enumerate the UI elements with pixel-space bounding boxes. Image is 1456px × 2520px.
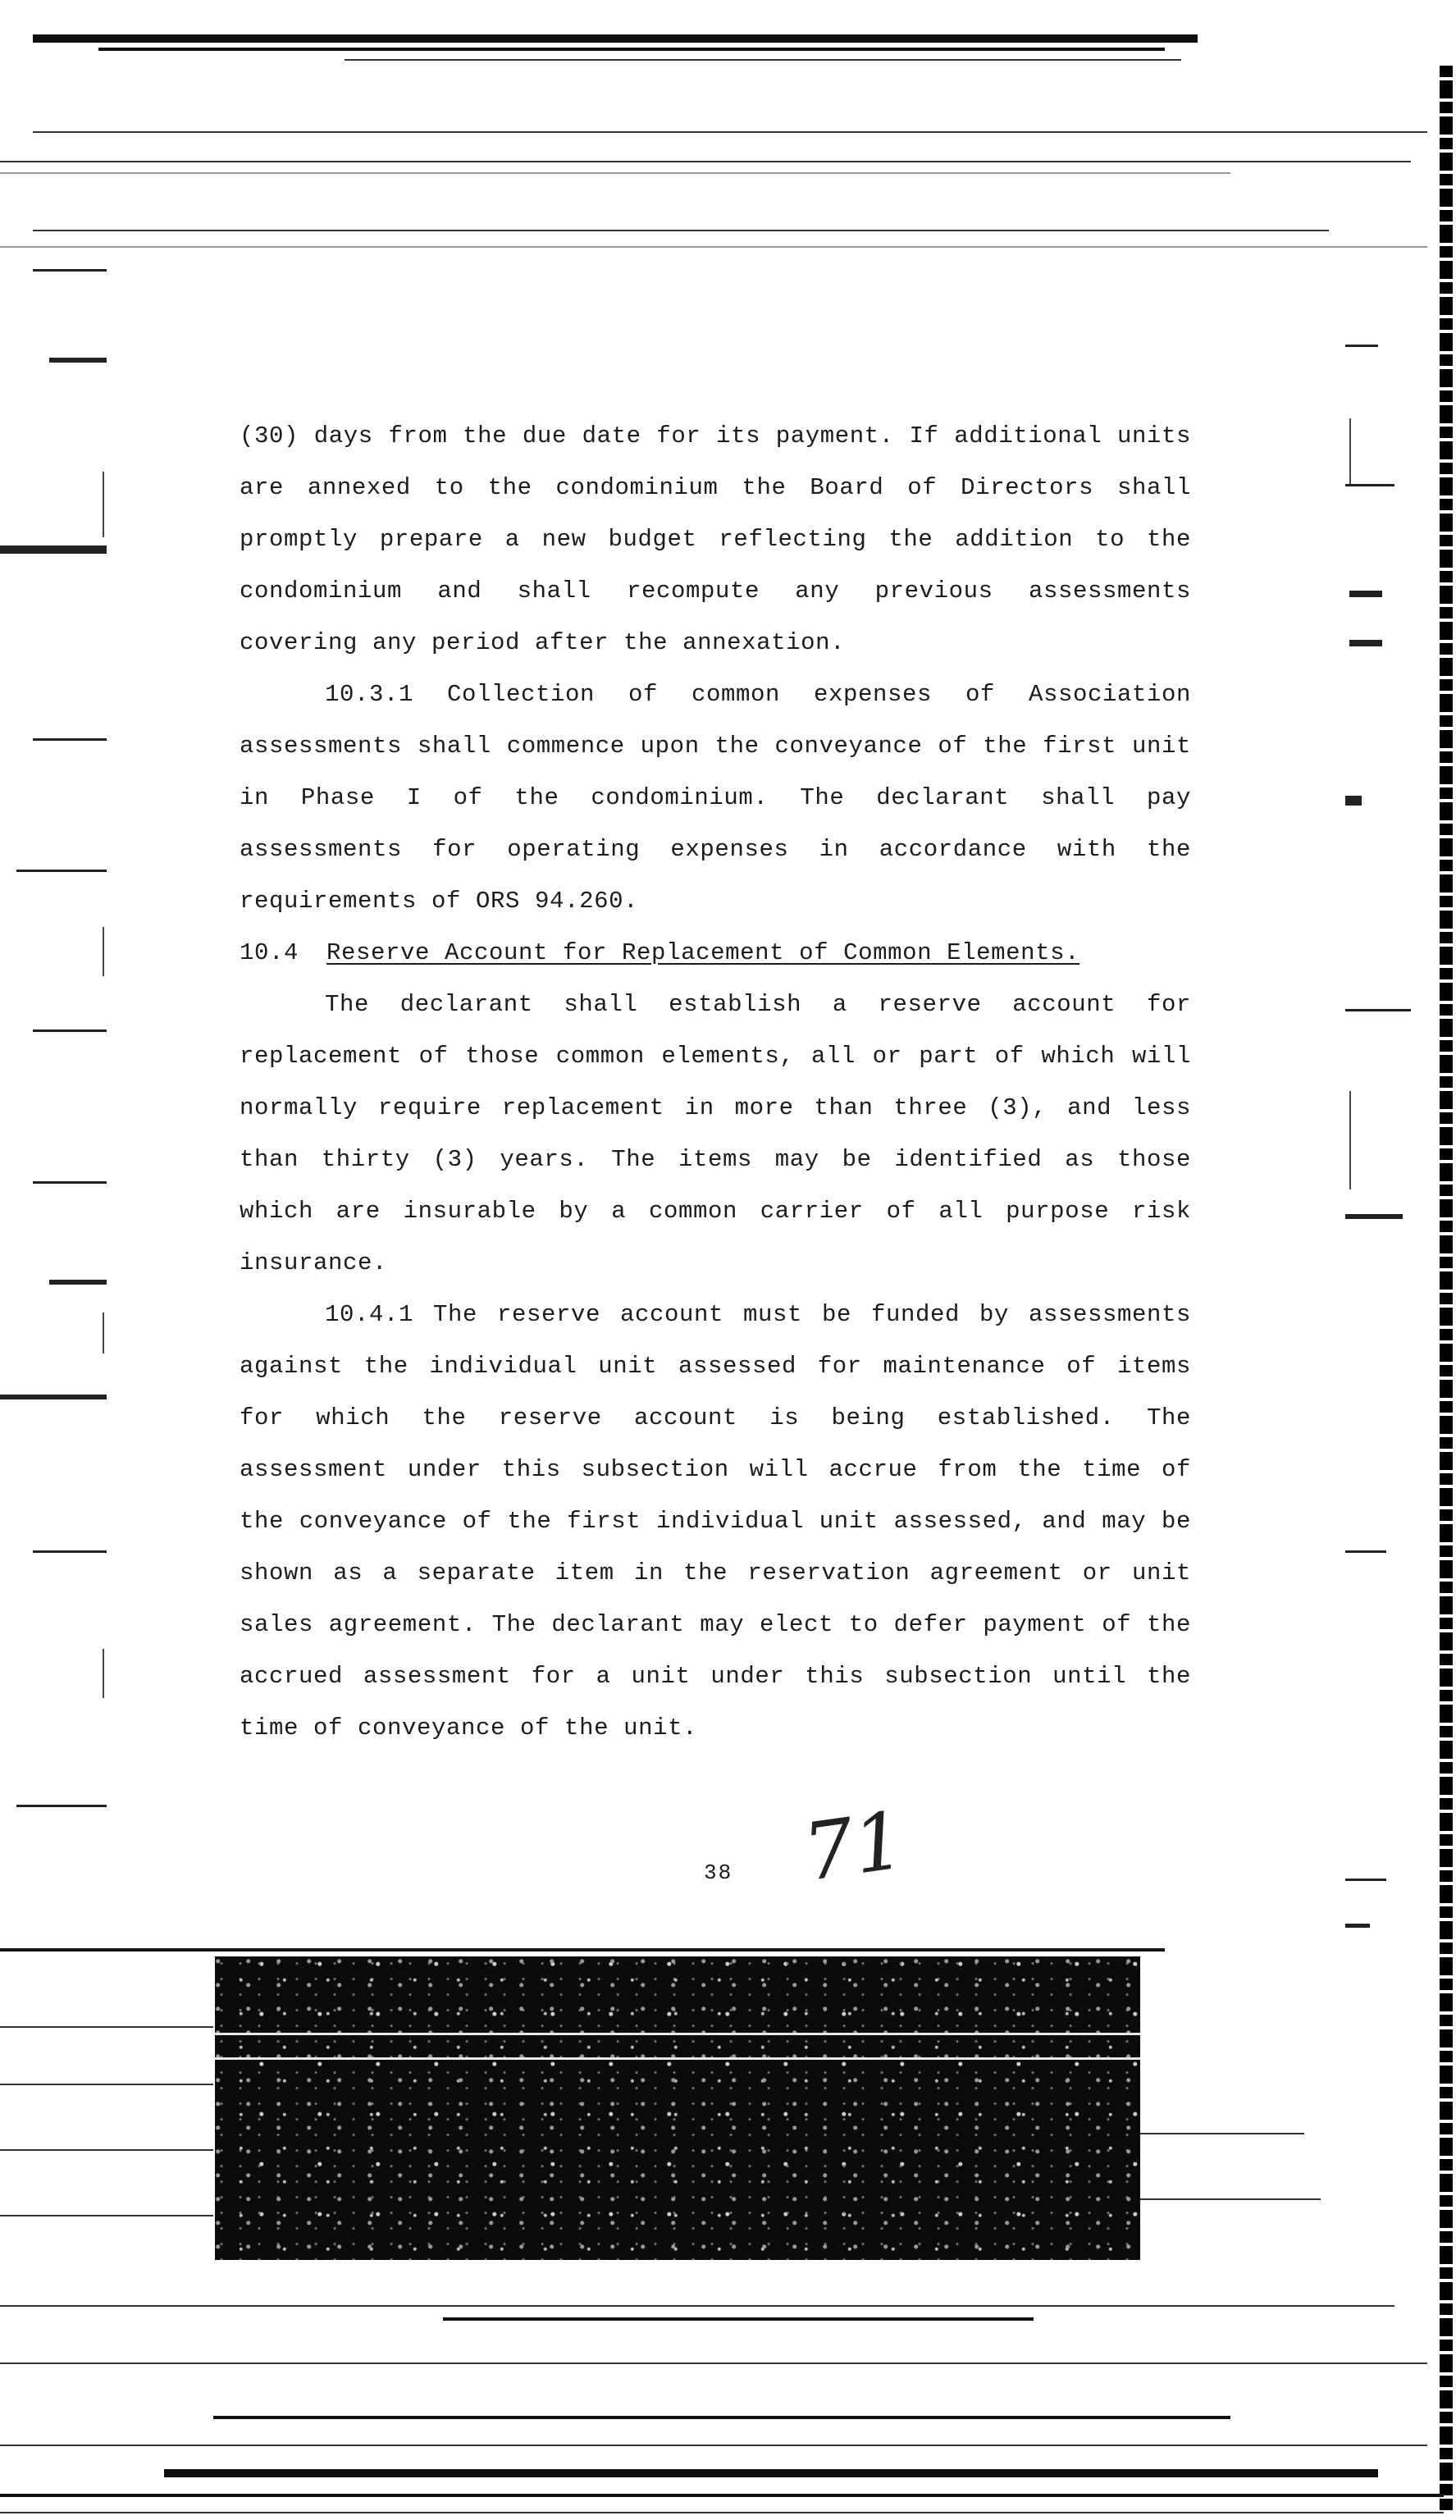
scan-artifact <box>33 34 1198 43</box>
margin-mark <box>1349 1091 1351 1189</box>
margin-mark <box>1345 1924 1370 1928</box>
scan-artifact <box>0 2215 213 2216</box>
margin-mark <box>33 269 107 272</box>
handwritten-page-number: 71 <box>797 1794 911 1899</box>
scan-artifact <box>0 2512 1444 2513</box>
section-heading <box>240 927 1191 979</box>
scan-artifact <box>0 2445 1427 2446</box>
margin-mark <box>1345 1550 1386 1553</box>
scan-artifact <box>215 2057 1140 2060</box>
margin-mark <box>0 1395 107 1399</box>
scan-artifact <box>1140 2198 1321 2200</box>
margin-mark <box>33 1029 107 1032</box>
margin-mark <box>33 738 107 741</box>
section-number: 10.4 <box>240 939 299 966</box>
scan-artifact <box>0 161 1411 162</box>
scan-artifact <box>215 2033 1140 2035</box>
margin-mark <box>0 546 107 554</box>
section-title: Reserve Account for Replacement of Common Elements. <box>326 939 1080 966</box>
margin-mark <box>103 1312 104 1354</box>
margin-mark <box>1345 345 1378 347</box>
page-number: 38 <box>704 1860 733 1885</box>
margin-mark <box>16 870 107 872</box>
margin-mark <box>1345 1214 1403 1219</box>
scan-artifact <box>1140 2133 1304 2134</box>
scan-artifact <box>33 131 1427 133</box>
scan-artifact <box>0 2305 1394 2307</box>
scan-artifact <box>345 59 1181 61</box>
margin-mark <box>33 1550 107 1553</box>
margin-mark <box>16 1805 107 1807</box>
margin-mark <box>103 1649 104 1698</box>
paragraph-continuation: (30) days from the due date for its payment. If additional units are annexed to the condominium the Board of Directors shall promptly prepare a new budget reflecting the addition to the condominium and shall recompute any previous assessments covering any period after the annexation. <box>240 422 1191 656</box>
scan-artifact <box>0 2494 1444 2497</box>
margin-mark <box>33 1181 107 1184</box>
scan-artifact <box>443 2317 1034 2321</box>
margin-mark <box>1345 796 1362 806</box>
scan-artifact <box>0 172 1230 174</box>
margin-mark <box>103 472 104 537</box>
document-body <box>240 410 1191 1754</box>
margin-mark <box>49 358 107 363</box>
margin-mark <box>49 1280 107 1285</box>
scan-artifact <box>98 48 1165 51</box>
scan-artifact <box>0 246 1427 248</box>
margin-mark <box>1349 591 1382 597</box>
paragraph-reserve-account: The declarant shall establish a reserve account for replacement of those common elements, all or part of which will normally require replacement in more than three (3), and less than thirty (3) years. The items may be identified as those which are insurable by a common carrier of all purpose risk insurance. <box>240 991 1191 1276</box>
scan-artifact <box>0 2026 213 2028</box>
scan-blotch <box>215 1956 1140 2260</box>
paragraph-10-4-1: 10.4.1 The reserve account must be funded by assessments against the individual unit assessed for maintenance of items for which the reserve account is being established. The assessment under this subsection will accrue from the time of the conveyance of the first individual unit assessed, and may be shown as a separate item in the reservation agreement or unit sales agreement. The declarant may elect to defer payment of the accrued assessment for a unit under this subsection until the time of conveyance of the unit. <box>240 1301 1191 1742</box>
margin-mark <box>1345 1879 1386 1881</box>
scan-edge-strip <box>1440 66 1453 2510</box>
margin-mark <box>1349 418 1351 484</box>
margin-mark <box>1345 1009 1411 1011</box>
scan-artifact <box>0 2084 213 2085</box>
margin-mark <box>1349 640 1382 646</box>
scan-artifact <box>0 2149 213 2151</box>
scan-artifact <box>164 2469 1378 2477</box>
scan-artifact <box>0 1948 1165 1952</box>
margin-mark <box>103 927 104 976</box>
margin-mark <box>1345 484 1394 486</box>
paragraph-10-3-1: 10.3.1 Collection of common expenses of Association assessments shall commence upon the conveyance of the first unit in Phase I of the condominium. The declarant shall pay assessments for operating expenses in accordance with the requirements of ORS 94.260. <box>240 681 1191 915</box>
scan-artifact <box>33 230 1329 231</box>
scan-artifact <box>213 2416 1230 2419</box>
scan-artifact <box>0 2362 1427 2364</box>
